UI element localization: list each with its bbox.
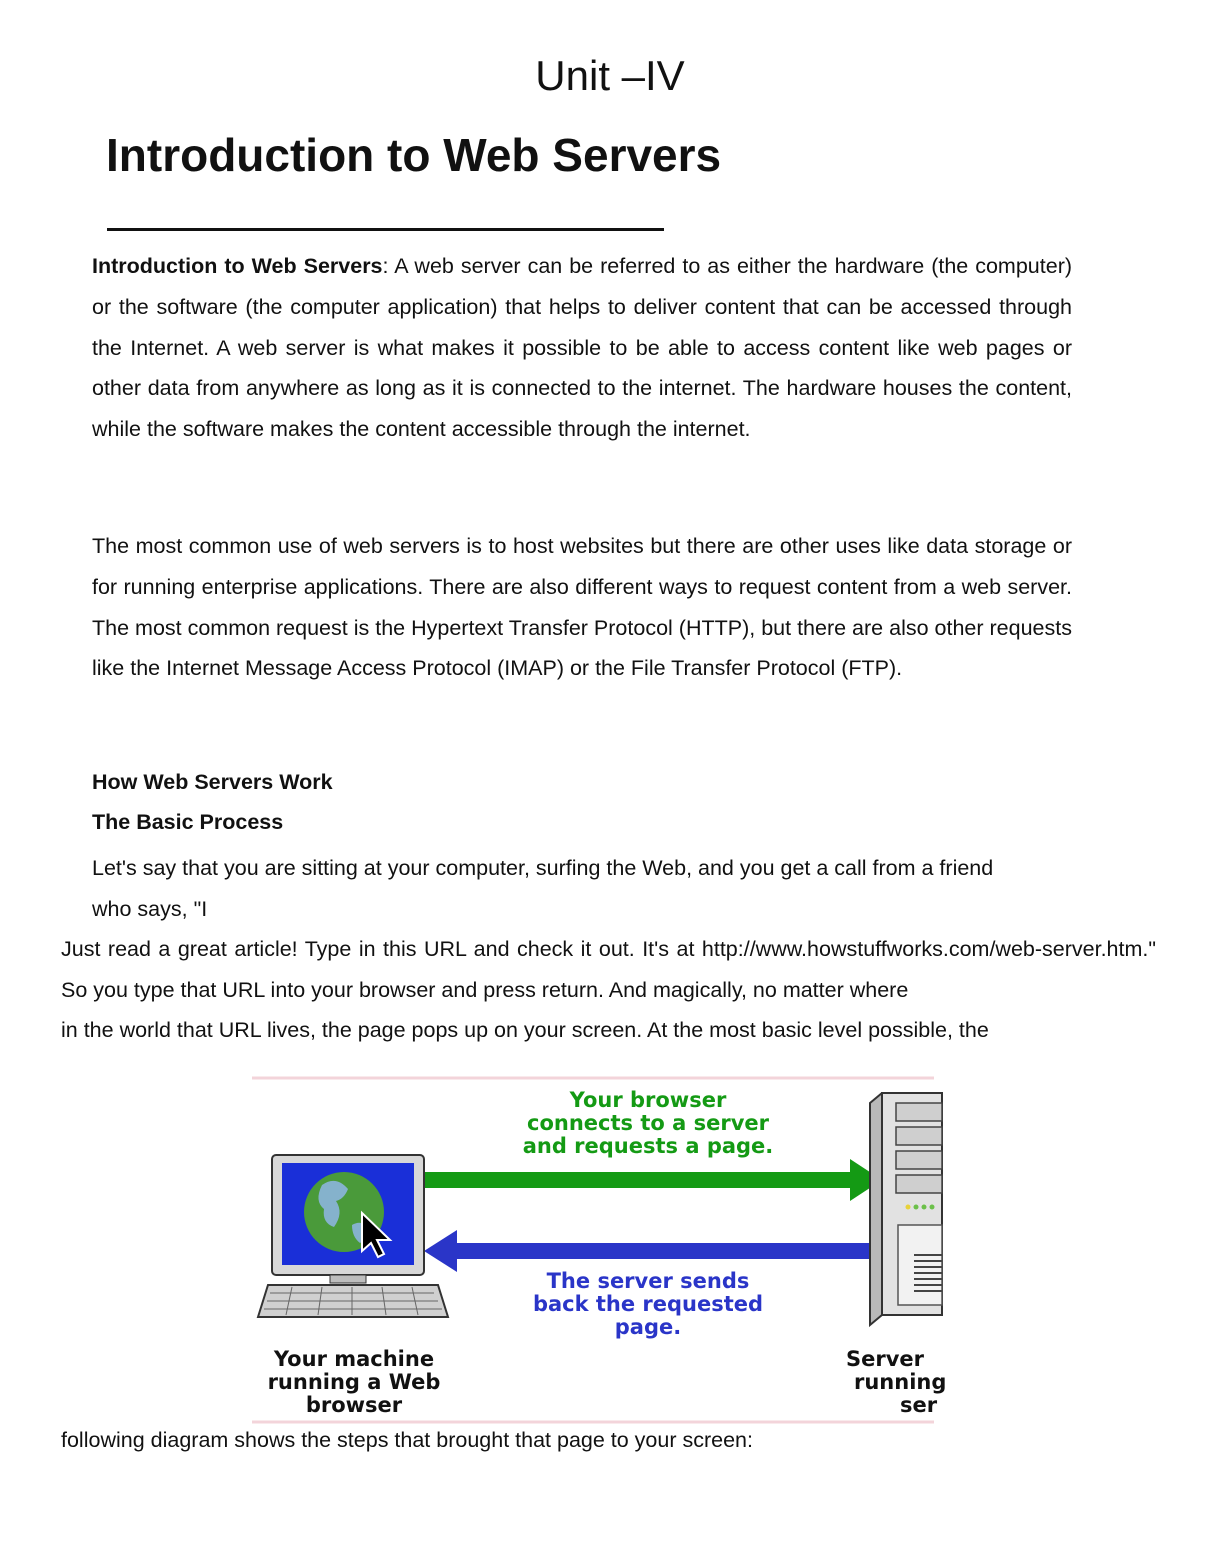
server-label-line2: running — [854, 1370, 947, 1394]
client-label-line2: running a Web — [267, 1370, 441, 1394]
server-label-line1: Server — [846, 1347, 925, 1371]
story-text-b: Just read a great article! Type in this URL and check it out. It's at http://www.howstuffworks.com/web-server.htm." So you type that URL into your browser and press return. And magically, no matter where — [61, 937, 1156, 1002]
story-paragraph-b — [61, 929, 1156, 1051]
title-underline — [107, 228, 664, 231]
client-label-line3: browser — [305, 1393, 403, 1417]
story-paragraph-a: Let's say that you are sitting at your computer, surfing the Web, and you get a call from a friend who says, "I — [92, 856, 994, 921]
client-label-line1: Your machine — [273, 1347, 435, 1371]
intro-label: Introduction to Web Servers — [92, 254, 383, 278]
page-title: Introduction to Web Servers — [106, 129, 722, 181]
request-label-line1: Your browser — [569, 1088, 727, 1112]
response-label-line1: The server sends — [546, 1269, 750, 1293]
basic-process-heading: The Basic Process — [92, 810, 284, 834]
request-label-line3: and requests a page. — [522, 1134, 774, 1158]
server-tower-icon — [870, 1093, 942, 1325]
diagram-caption: following diagram shows the steps that brought that page to your screen: — [61, 1428, 753, 1452]
story-text-c: in the world that URL lives, the page pops up on your screen. At the most basic level possible, the — [61, 1018, 989, 1042]
request-label-line2: connects to a server — [527, 1111, 769, 1135]
intro-paragraph — [92, 246, 1072, 450]
intro-text: : A web server can be referred to as either the hardware (the computer) or the software (the computer application) that helps to deliver content that can be accessed through the Internet. A web server is what makes it possible to be able to access content like web pages or other data from anywhere as long as it is connected to the internet. The hardware houses the content, while the software makes the content accessible through the internet. — [92, 254, 1073, 442]
response-arrow — [424, 1230, 872, 1272]
request-arrow — [422, 1159, 882, 1201]
how-heading: How Web Servers Work — [92, 770, 333, 794]
response-label-line2: back the requested — [532, 1292, 764, 1316]
unit-heading: Unit –IV — [535, 52, 685, 99]
web-server-diagram — [252, 1075, 947, 1425]
uses-paragraph: The most common use of web servers is to host websites but there are other uses like data storage or for running enterprise applications. There are also different ways to request content from a web server. The most common request is the Hypertext Transfer Protocol (HTTP), but there are also other requests like the Internet Message Access Protocol (IMAP) or the File Transfer Protocol (FTP). — [92, 534, 1072, 681]
response-label-line3: page. — [614, 1315, 682, 1339]
server-label-line3: ser — [900, 1393, 938, 1417]
client-computer-icon — [258, 1155, 448, 1317]
